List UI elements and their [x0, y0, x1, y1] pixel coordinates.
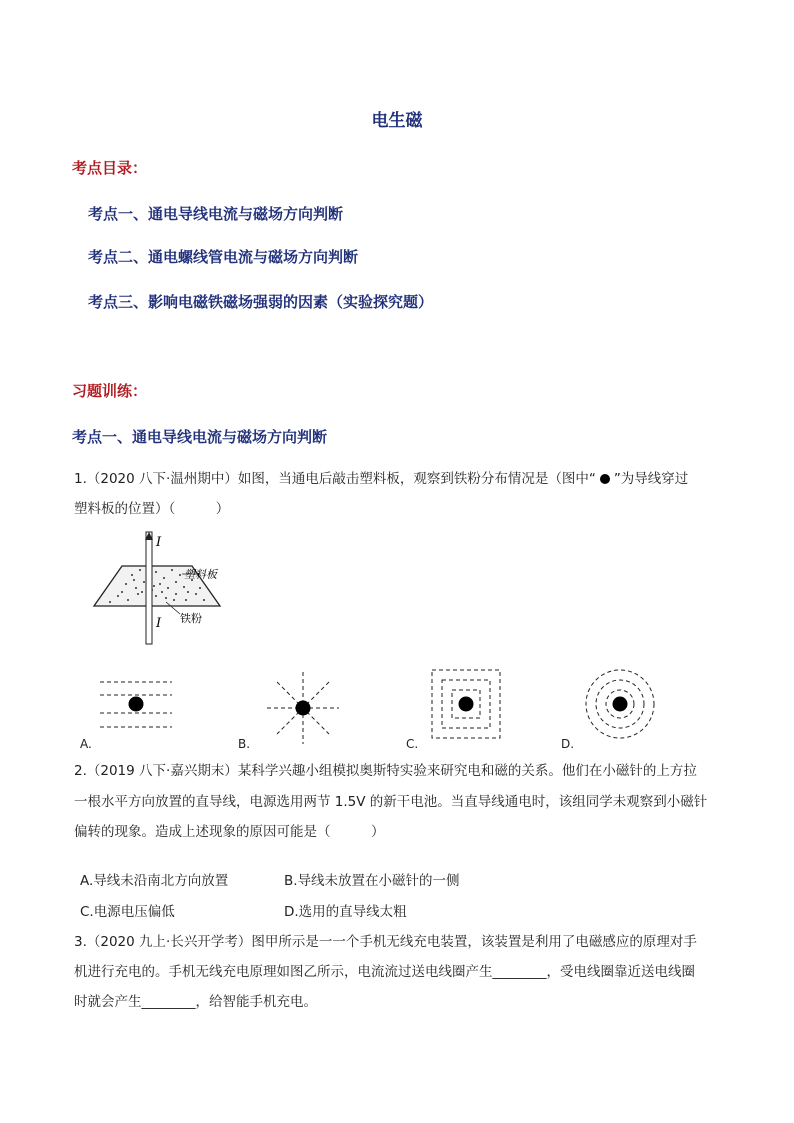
question-3-line-1: 3.（2020 九上·长兴开学考）图甲所示是一一个手机无线充电装置，该装置是利用了电磁感应的原理对手 [74, 934, 697, 950]
question-3-line-3: 时就会产生________，给智能手机充电。 [74, 994, 317, 1010]
question-3-line-2: 机进行充电的。手机无线充电原理如图乙所示，电流流过送电线圈产生________，受电线圈靠近送电线圈 [74, 964, 695, 980]
question-1-line-1: 1.（2020 八下·温州期中）如图，当通电后敲击塑料板，观察到铁粉分布情况是（图中“ ”为导线穿过 [74, 471, 689, 487]
option-a-label: A. [80, 737, 92, 751]
option-b-figure [265, 670, 341, 746]
practice-heading: 习题训练： [72, 382, 148, 400]
question-2-line-1: 2.（2019 八下·嘉兴期末）某科学兴趣小组模拟奥斯特实验来研究电和磁的关系。他们在小磁针的上方拉 [74, 763, 697, 779]
plate-label: 塑料板 [184, 568, 217, 581]
option-d-label: D. [561, 737, 575, 751]
section1-heading: 考点一、通电导线电流与磁场方向判断 [72, 428, 328, 446]
question-2-line-3: 偏转的现象。造成上述现象的原因可能是（ ） [74, 824, 385, 840]
option-c-figure [430, 668, 502, 740]
question-2-option-a: A.导线未沿南北方向放置 [80, 873, 229, 889]
option-b-label: B. [238, 737, 251, 751]
question-1-line-2: 塑料板的位置）（ ） [74, 501, 230, 517]
toc-item-3: 考点三、影响电磁铁磁场强弱的因素（实验探究题） [88, 293, 434, 311]
dot-symbol-icon [600, 474, 610, 484]
current-label-bottom: I [156, 616, 162, 631]
powder-label: 铁粉 [180, 612, 202, 625]
toc-item-1: 考点一、通电导线电流与磁场方向判断 [88, 205, 344, 223]
toc-item-2: 考点二、通电螺线管电流与磁场方向判断 [88, 248, 359, 266]
question-2-option-c: C.电源电压偏低 [80, 904, 175, 920]
current-label-top: I [156, 535, 162, 550]
question-2-line-2: 一根水平方向放置的直导线，电源选用两节 1.5V 的新干电池。当直导线通电时，该组同学未观察到小磁针 [74, 794, 708, 810]
question-2-option-d: D.选用的直导线太粗 [284, 904, 407, 920]
option-a-figure [100, 677, 172, 733]
question-2-option-b: B.导线未放置在小磁针的一侧 [284, 873, 460, 889]
page-title: 电生磁 [371, 111, 423, 131]
toc-heading: 考点目录： [72, 159, 148, 177]
option-c-label: C. [406, 737, 419, 751]
apparatus-figure [90, 530, 240, 645]
option-d-figure [584, 668, 656, 740]
